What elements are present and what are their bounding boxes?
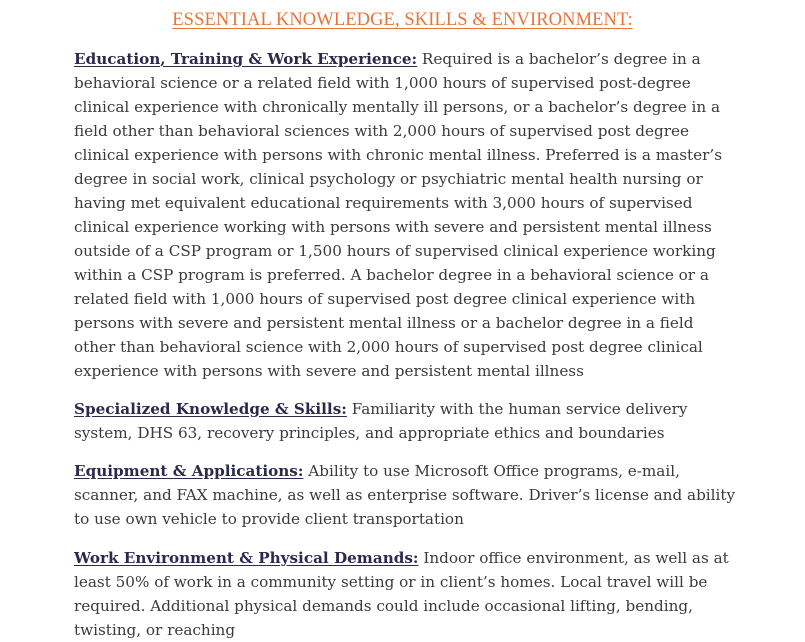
specialized-knowledge-text: Familiarity with the human service delivery system, DHS 63, recovery principles, and appropriate ethics and boundaries	[74, 400, 688, 442]
education-training-text: Required is a bachelor’s degree in a behavioral science or a related field with 1,000 hours of supervised post-degree clinical experience with chronically mentally ill persons, or a bachelor’s degree in a field other than behavioral sciences with 2,000 hours of supervised post degree clinical experience with persons with chronic mental illness. Preferred is a master’s degree in social work, clinical psychology or psychiatric mental health nursing or having met equivalent educational requirements with 3,000 hours of supervised clinical experience working with persons with severe and persistent mental illness outside of a CSP program or 1,500 hours of supervised clinical experience working within a CSP program is preferred. A bachelor degree in a behavioral science or a related field with 1,000 hours of supervised post degree clinical experience with persons with severe and persistent mental illness or a bachelor degree in a field other than behavioral science with 2,000 hours of supervised post degree clinical experience with persons with severe and persistent mental illness	[74, 50, 723, 380]
section-heading: ESSENTIAL KNOWLEDGE, SKILLS & ENVIRONMENT:	[172, 10, 633, 30]
specialized-knowledge-label: Specialized Knowledge & Skills:	[74, 400, 347, 418]
equipment-applications-paragraph	[74, 459, 738, 531]
equipment-applications-label: Equipment & Applications:	[74, 462, 304, 480]
education-training-label: Education, Training & Work Experience:	[74, 50, 418, 68]
work-environment-label: Work Environment & Physical Demands:	[74, 549, 419, 567]
specialized-knowledge-paragraph	[74, 397, 738, 445]
work-environment-paragraph	[74, 546, 738, 642]
equipment-applications-text: Ability to use Microsoft Office programs, e-mail, scanner, and FAX machine, as well as enterprise software. Driver’s license and ability to use own vehicle to provide client transportation	[74, 462, 736, 528]
work-environment-text: Indoor office environment, as well as at least 50% of work in a community setting or in client’s homes. Local travel will be required. Additional physical demands could include occasional lifting, bending, twisting, or reaching	[74, 549, 729, 639]
education-training-paragraph	[74, 47, 738, 383]
